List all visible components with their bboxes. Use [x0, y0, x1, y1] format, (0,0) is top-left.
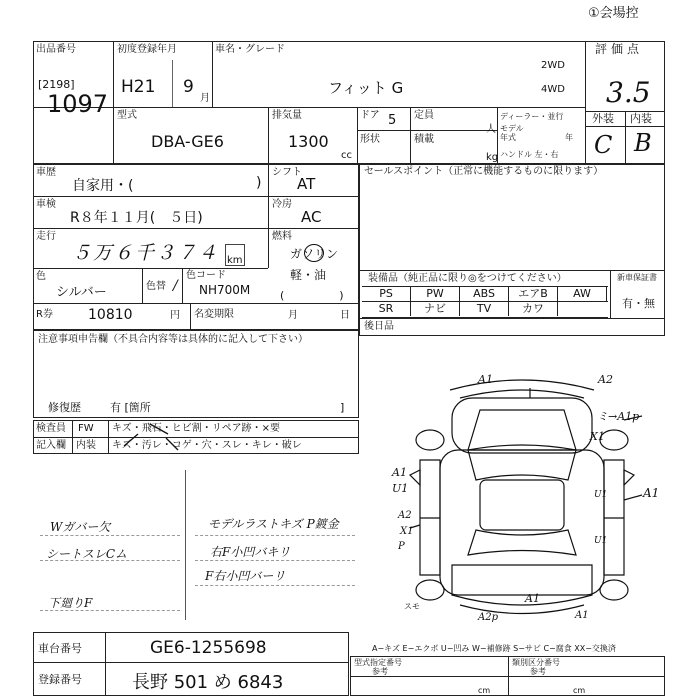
- lot-number: 1097: [47, 90, 109, 118]
- dealer-label: ディーラー・並行: [500, 112, 564, 121]
- mark-a1b: A1: [575, 610, 589, 621]
- payload-label: 積載: [414, 134, 434, 145]
- year-label: 年式: [500, 133, 516, 142]
- color-change-mark: /: [173, 278, 178, 294]
- mileage-value: ５万６千３７４: [72, 242, 220, 264]
- guarantee-value: 有・無: [622, 297, 655, 310]
- mark-left-a1: A1: [392, 466, 407, 479]
- int-label: 内装: [630, 112, 652, 125]
- aircon-label: 冷房: [272, 199, 292, 210]
- fw-label: FW: [78, 423, 94, 434]
- mark-a1p: ミ→A1p: [597, 410, 640, 423]
- damage-legend: A−キズ E−エクボ U−凹み W−補修跡 S−サビ C−腐食 XX−交換済: [372, 644, 616, 653]
- inspection-label: 車検: [36, 199, 56, 210]
- notes-label: 注意事項申告欄（不具合内容等は具体的に記入して下さい）: [38, 334, 308, 345]
- aircon-value: AC: [301, 208, 322, 226]
- r-ticket-unit: 円: [170, 310, 180, 321]
- lot-sub: [2198]: [38, 78, 75, 91]
- capacity-label: 定員: [414, 110, 434, 121]
- venue-copy-label: ①会場控: [588, 6, 639, 21]
- mark-a2-top: A2: [598, 373, 613, 386]
- int-line: キズ・汚レ・コゲ・穴・スレ・キレ・破レ: [112, 440, 302, 451]
- cm-unit-1: cm: [478, 686, 491, 695]
- hand-note-4: モデルラストキズ P鍍金: [208, 517, 339, 531]
- strike-marks: [108, 420, 218, 454]
- first-reg-month: 9: [183, 77, 194, 97]
- mark-right-u1b: U1: [594, 536, 608, 546]
- name-change-label: 名変期限: [194, 309, 234, 320]
- equipment-item: PS: [362, 287, 411, 301]
- displacement-label: 排気量: [272, 110, 302, 121]
- fuel-diesel: 軽・油: [290, 268, 327, 282]
- mark-bottom-a1: A1: [525, 592, 540, 605]
- hand-note-1: Wガバー欠: [50, 520, 111, 534]
- hand-note-2: シートスレCム: [46, 547, 128, 561]
- hand-note-5: 右F小凹バキリ: [210, 545, 291, 559]
- fuel-label: 燃料: [272, 231, 292, 242]
- equipment-row-1: [362, 286, 608, 302]
- mileage-label: 走行: [36, 231, 56, 242]
- sales-point-label: セールスポイント（正常に機能するものに限ります）: [364, 166, 604, 177]
- fuel-gas: ガソリン: [290, 247, 339, 261]
- ext-value: C: [594, 131, 613, 159]
- payload-unit: kg: [486, 152, 499, 163]
- color-code: NH700M: [199, 283, 251, 297]
- capacity-unit: 人: [486, 124, 496, 135]
- equipment-item: エアB: [509, 287, 558, 301]
- r-ticket-label: R券: [36, 309, 53, 320]
- year-unit: 年: [565, 133, 573, 142]
- lot-label: 出品番号: [36, 44, 76, 55]
- car-name-label: 車名・グレード: [215, 44, 285, 55]
- retrofit-label: 後日品: [364, 321, 394, 332]
- first-reg-era: H21: [121, 77, 156, 97]
- name-change-month: 月: [288, 310, 298, 321]
- registration-label: 登録番号: [38, 673, 82, 686]
- int-label-2: 内装: [76, 440, 96, 451]
- mark-x1: X1: [590, 430, 605, 443]
- equipment-label: 装備品（純正品に限り◎をつけてください）: [368, 273, 567, 284]
- mark-a1-top: A1: [478, 373, 493, 386]
- shift-label: シフト: [272, 167, 302, 178]
- fw-line: キズ・飛石・ヒビ割・リペア跡・×要: [112, 423, 280, 434]
- mark-a2p: A2p: [478, 612, 498, 623]
- ext-label: 外装: [592, 112, 614, 125]
- guarantee-label: 新車保証書: [617, 273, 657, 282]
- chassis-value: GE6-1255698: [150, 638, 267, 658]
- drive-2wd: 2WD: [541, 60, 565, 71]
- model-label: 型式: [117, 110, 137, 121]
- shift-value: AT: [297, 175, 316, 193]
- mark-left-u1: U1: [392, 482, 409, 495]
- chassis-label: 車台番号: [38, 642, 82, 655]
- mileage-unit: km: [227, 255, 243, 266]
- hand-note-3: 下廻りF: [48, 596, 93, 610]
- mark-x1l: X1: [400, 526, 414, 537]
- equipment-item: カワ: [509, 302, 558, 316]
- history-value: 自家用・(: [72, 178, 134, 194]
- color-value: シルバー: [56, 285, 107, 300]
- month-unit: 月: [200, 93, 210, 104]
- history-close: ): [256, 175, 262, 191]
- name-change-day: 日: [340, 310, 350, 321]
- equipment-item: ABS: [460, 287, 509, 301]
- handle-label: ハンドル 左・右: [500, 150, 559, 159]
- equipment-item: TV: [460, 302, 509, 316]
- first-reg-label: 初度登録年月: [117, 44, 177, 55]
- repair-close: ]: [340, 401, 345, 414]
- score-label: 評価点: [595, 42, 644, 56]
- repair-value: 有 [箇所: [110, 401, 151, 414]
- fuel-paren: ( ): [280, 289, 344, 302]
- int-value: B: [634, 129, 652, 157]
- inspector-label: 検査員: [36, 423, 66, 434]
- header-grid: [33, 41, 665, 164]
- mark-sumo: スモ: [404, 602, 420, 611]
- color-label: 色: [36, 271, 46, 282]
- equipment-item: SR: [362, 302, 411, 316]
- color-code-label: 色コード: [186, 270, 226, 281]
- hand-note-6: F右小凹バーリ: [205, 569, 286, 583]
- mark-p: P: [398, 541, 405, 552]
- spec-label-2: 参考: [372, 667, 388, 676]
- history-label: 車歴: [36, 167, 56, 178]
- score-value: 3.5: [606, 76, 651, 109]
- spec-label-4: 参考: [530, 667, 546, 676]
- r-ticket-value: 10810: [88, 307, 133, 323]
- equipment-item: PW: [411, 287, 460, 301]
- displacement-value: 1300: [288, 132, 329, 151]
- model-value: DBA-GE6: [151, 132, 224, 151]
- color-change-label: 色替: [146, 281, 166, 292]
- equipment-row-2: [362, 301, 608, 318]
- inspection-value: R８年１１月( ５日): [70, 210, 203, 226]
- spec-label-1: 型式指定番号: [354, 658, 402, 667]
- equipment-item: AW: [558, 287, 607, 301]
- mark-right-a1: A1: [643, 486, 660, 500]
- fuel-gas-circle: [304, 244, 324, 262]
- mark-a2x2: A2: [398, 510, 412, 521]
- doors-label: ドア: [360, 110, 380, 121]
- recorder-label: 記入欄: [36, 440, 66, 451]
- spec-label-3: 類別区分番号: [512, 658, 560, 667]
- mark-right-u1a: U1: [594, 490, 608, 500]
- registration-value: 長野 501 め 6843: [132, 672, 284, 693]
- displacement-unit: cc: [341, 150, 352, 161]
- model-year-label: モデル: [500, 124, 524, 133]
- doors-value: 5: [388, 113, 397, 128]
- shape-label: 形状: [360, 134, 380, 145]
- repair-label: 修復歴: [48, 401, 81, 414]
- car-name-value: フィット G: [328, 79, 404, 97]
- cm-unit-2: cm: [573, 686, 586, 695]
- equipment-item: ナビ: [411, 302, 460, 316]
- drive-4wd: 4WD: [541, 84, 565, 95]
